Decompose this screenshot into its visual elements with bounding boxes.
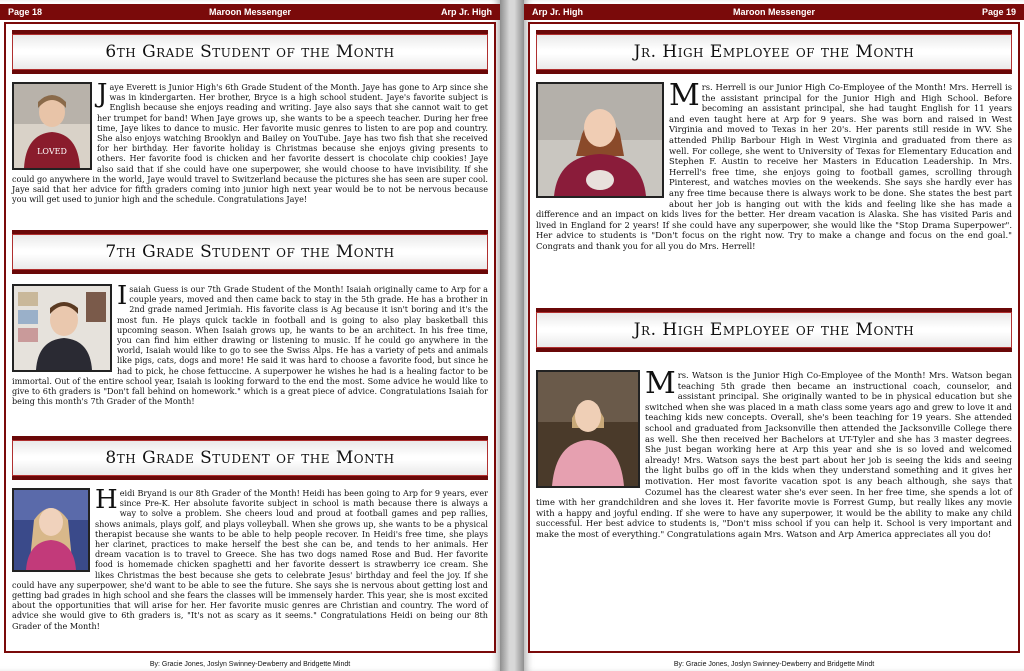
eighth-grade-section bbox=[12, 436, 488, 658]
employee-watson-article bbox=[536, 366, 1012, 540]
sixth-grade-section bbox=[12, 30, 488, 228]
student-portrait-icon bbox=[14, 84, 90, 168]
sixth-grade-photo bbox=[12, 82, 92, 170]
book-spine bbox=[500, 0, 524, 671]
seventh-grade-section bbox=[12, 230, 488, 436]
employee-watson-photo bbox=[536, 370, 640, 488]
sixth-grade-article bbox=[12, 79, 488, 205]
student-portrait-icon bbox=[14, 286, 110, 370]
left-school-name: Arp Jr. High bbox=[440, 7, 492, 17]
right-publication-title: Maroon Messenger bbox=[732, 7, 816, 17]
left-header-bar bbox=[0, 4, 500, 20]
sixth-grade-dropcap: J bbox=[97, 79, 108, 109]
employee-herrell-photo bbox=[536, 82, 664, 198]
right-footer-byline: By: Gracie Jones, Joslyn Swinney-Dewberry and Bridgette Mindt bbox=[673, 661, 875, 668]
left-content-frame bbox=[4, 22, 496, 653]
employee-watson-text: rs. Watson is the Junior High Co-Employee of the Month! Mrs. Watson began teaching 5th grade then became an instructional coach, counselor, and assistant principal. She originally wanted to be in physical education but she switched when she was placed in a math class some years ago and grew to love it and teaching kids new concepts. Overall, she's been teaching for 19 years. She attended school and graduated from Jacksonville then attended the Jacksonville College there as well. She then received her Bachelors at UT-Tyler and she has 3 master degrees. She just began working here at Arp this year and she is so loved and welcomed already! Mrs. Watson says the best part about her job is seeing the kids and seeing the light bulbs go off in the kids when they understand something and it gives her motivation. Her most favorite vacation spot is any beach although, she says that Cozumel has the clearest water she's ever seen. In her free time, she spends a lot of time with her grandchildren and she loves it. Her favorite movie is Forrest Gump, but really likes any movie with a happy and joyful ending. If she were to have any superpower, it would be the ability to make any child successful. Her best advice to students is, "Don't miss school if you can help it. School is very important and make the most of everything." Congratulations again Mrs. Watson and Arp America appreciates all you do! bbox=[536, 370, 1012, 539]
employee-herrell-section bbox=[536, 30, 1012, 312]
left-footer-byline: By: Gracie Jones, Joslyn Swinney-Dewberry and Bridgette Mindt bbox=[149, 661, 351, 668]
employee-watson-dropcap: M bbox=[645, 366, 676, 401]
employee-portrait-icon bbox=[538, 372, 638, 486]
left-page bbox=[0, 0, 500, 671]
eighth-grade-dropcap: H bbox=[95, 485, 118, 515]
sixth-grade-heading: 6th Grade Student of the Month bbox=[105, 42, 395, 62]
right-header-bar bbox=[524, 4, 1024, 20]
right-content-frame bbox=[528, 22, 1020, 653]
seventh-grade-text: saiah Guess is our 7th Grade Student of the Month! Isaiah originally came to Arp for a couple years, moved and then came back to stay in the 5th grade. He has a brother in 2nd grade named Jerimiah. His favorite class is Ag because it isn't boring and it's the most fun. He plays quick tackle in football and is going to also play basketball this upcoming season. When Isaiah grows up, he wants to be an architect. In his free time, you can find him either drawing or listening to music. If he could go anywhere in the world, Isaiah would like to go to see the Swiss Alps. He has a variety of pets and animals like pigs, cats, dogs and more! He said it was hard to choose a favorite food, but since he had to pick, he chose fettuccine. A superpower he wishes he had is a healing factor to be immortal. Out of the entire school year, Isaiah is looking forward to the end the most. Some advice he would like to give to 6th graders is "Don't fall behind on homework." which is a great piece of advice. Congratulations Isaiah for being this month's 7th Grader of the Month! bbox=[12, 284, 488, 407]
eighth-grade-article bbox=[12, 485, 488, 631]
right-school-name: Arp Jr. High bbox=[532, 7, 584, 17]
employee-herrell-banner bbox=[536, 30, 1012, 74]
employee-herrell-text: rs. Herrell is our Junior High Co-Employee of the Month! Mrs. Herrell is the assistant principal for the Junior High and High School. Before becoming an assistant principal, she had taught English for 11 years and even taught here at Arp for 9 years. She was born and raised in West Virginia and moved to Texas in her 20's. Her parents still reside in WV. She attended Philip Barbour High in West Virginia and graduated from there as well. For college, she went to University of Texas for Elementary Education and Stephen F. Austin to receive her Masters in Education Leadership. In Mrs. Herrell's free time, she enjoys going to football games, scrolling through Pinterest, and watches movies on the weekends. She says she hardly ever has any free time because there is always work to be done. She states the best part about her job is hanging out with the kids and feeling like she has made a difference and an impact on kids lives for the better. Her dream vacation is Alaska. She has visited Paris and lived in England for 2 years! If she could have any superpower, she would like the "Stop Drama Superpower". Her advice to students is "Don't focus on the right now. Try to make a change and focus on the end goal." Congrats and thank you for all you do Mrs. Herrell! bbox=[536, 82, 1012, 251]
right-page-number: Page 19 bbox=[981, 7, 1016, 17]
employee-watson-section bbox=[536, 308, 1012, 654]
sixth-grade-text: aye Everett is Junior High's 6th Grade Student of the Month. Jaye has gone to Arp since she was in kindergarten. Her brother, Bryce is a high school student. Jaye's favorite subject is English because she enjoys reading and writing. Jaye also says that she cannot wait to get her trumpet for band! When Jaye grows up, she wants to be a speech teacher. During her free time, Jaye likes to dance to music. Her favorite music genres to listen to are pop and country. She also enjoys watching Brooklyn and Bailey on YouTube. Jaye has two fish that she received for her birthday. Her favorite holiday is Christmas because she enjoys giving presents to others. Her favorite food is chicken and her favorite dessert is chocolate chip cookies! Jaye also said that if she could have one superpower, she would choose to have invisibility. If she could go anywhere in the world, Jaye would travel to Switzerland because the pictures she has seen are super cool. Jaye said that her advice for fifth graders coming into junior high next year would be to not be nervous because you will get used to junior high and the schedule. Congratulations Jaye! bbox=[12, 82, 488, 205]
eighth-grade-heading: 8th Grade Student of the Month bbox=[105, 448, 395, 468]
shirt-text: LOVED bbox=[37, 147, 67, 156]
eighth-grade-photo bbox=[12, 488, 90, 572]
employee-watson-heading: Jr. High Employee of the Month bbox=[633, 320, 915, 340]
seventh-grade-dropcap: I bbox=[117, 281, 128, 311]
right-page bbox=[524, 0, 1024, 671]
employee-portrait-icon bbox=[538, 84, 662, 196]
left-publication-title: Maroon Messenger bbox=[208, 7, 292, 17]
seventh-grade-photo bbox=[12, 284, 112, 372]
left-page-number: Page 18 bbox=[8, 7, 43, 17]
seventh-grade-banner bbox=[12, 230, 488, 274]
student-portrait-icon bbox=[14, 490, 88, 570]
eighth-grade-banner bbox=[12, 436, 488, 480]
sixth-grade-banner bbox=[12, 30, 488, 74]
employee-herrell-heading: Jr. High Employee of the Month bbox=[633, 42, 915, 62]
seventh-grade-heading: 7th Grade Student of the Month bbox=[105, 242, 395, 262]
eighth-grade-text: eidi Bryand is our 8th Grader of the Month! Heidi has been going to Arp for 9 years, ever since Pre-K. Her absolute favorite subject in school is math because there is always a way to solve a problem. She cheers loud and proud at football games and pep rallies, shows animals, plays golf, and plays volleyball. When she grows up, she wants to be a physical therapist because she wants to be able to help people recover. In Heidi's free time, she plays her clarinet, practices to make herself the best she can be, and tends to her animals. Her dream vacation is to travel to Greece. She has two dogs named Rose and Bud. Her favorite food is homemade chicken spaghetti and her favorite dessert is strawberry ice cream. She likes Christmas the best because she gets to celebrate Jesus' birthday and feel the joy. If she could have any superpower, she'd want to be able to see the future. She says she is nervous about getting lost and getting bad grades in high school and she fears the classes will be immensely harder. This year, she is most excited about the opportunities that will arise for her. Her favorite music genres are Christian and country. The word of advice she would give to 6th graders is, "It's not as scary as it seems." Congratulations Heidi on being our 8th Grader of the Month! bbox=[12, 488, 488, 631]
seventh-grade-article bbox=[12, 281, 488, 407]
employee-herrell-dropcap: M bbox=[669, 78, 700, 113]
employee-watson-banner bbox=[536, 308, 1012, 352]
employee-herrell-article bbox=[536, 78, 1012, 252]
